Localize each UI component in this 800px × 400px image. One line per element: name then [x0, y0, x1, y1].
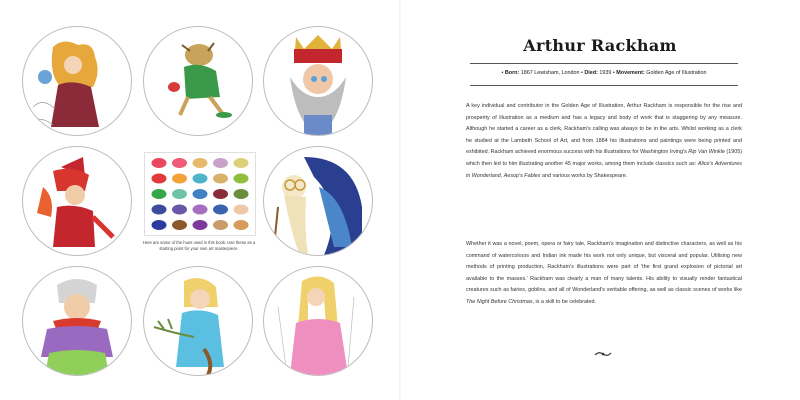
color-swatch	[152, 189, 167, 199]
color-swatch	[172, 158, 187, 168]
born-value: 1867 Lewisham, London	[520, 70, 580, 76]
paragraph-1	[466, 101, 742, 182]
color-swatch	[234, 174, 249, 184]
color-swatch	[213, 205, 228, 215]
color-swatches	[145, 153, 255, 235]
color-swatch	[193, 174, 208, 184]
color-swatch	[213, 189, 228, 199]
p1-text-b: (1905) which then led to him illustrating another 45 major works, among them include classics such as:	[466, 149, 742, 167]
p1-title-aesop: Aesop's Fables	[503, 172, 541, 179]
illustration-circle-1	[22, 26, 132, 136]
divider-bottom	[470, 85, 738, 86]
color-swatch	[152, 158, 167, 168]
illustration-circle-8	[263, 266, 373, 376]
color-swatch-card	[144, 152, 256, 236]
color-swatch	[213, 174, 228, 184]
bio-meta: • Born: 1867 Lewisham, London • Died: 1939 • Movement: Golden Age of Illustration	[501, 70, 707, 76]
p1-text-a: A key individual and contributor in the Golden Age of Illustration, Arthur Rackham is responsible for the rise and prosperity of illustration as a medium and has a legacy and body of work that is staggering by any measure. Although he started a career as a clerk, Rackham's calling was always to be in the arts. Whilst working as a clerk he studied at the Lambeth School of Art, and from 1884 his illustrations and paintings were being printed and exhibited. Rackham achieved enormous success with his illustrations for Washington Irving's	[466, 103, 742, 156]
color-swatch	[234, 158, 249, 168]
color-swatch	[213, 220, 228, 230]
color-swatch	[193, 205, 208, 215]
illustration-circle-7	[143, 266, 253, 376]
movement-label: Movement:	[616, 70, 645, 76]
p1-text-c: ,	[500, 172, 504, 179]
color-swatch	[193, 158, 208, 168]
color-swatch	[193, 189, 208, 199]
girl-branch-illustration	[144, 267, 252, 375]
illustration-circle-5	[263, 146, 373, 256]
died-value: 1939	[599, 70, 612, 76]
p2-text-a: Whether it was a novel, poem, opera or fairy tale, Rackham's imagination and distinctive characters, as well as his command of watercolours and Indian ink made his work not only unique, but visceral and popular. Utilising new methods of printing production, Rackham's illustrations were part of 'the first grand explosion of pictorial art available to the masses.' Rackham was clearly a man of many talents. His ability to visually render fantastical creatures such as fairies, goblins, and all of Wonderland's veritable offering, as well as classic scenes of works like	[466, 241, 742, 294]
page-title: Arthur Rackham	[523, 36, 677, 55]
color-swatch	[234, 189, 249, 199]
swatch-caption: Here are some of the hues used in this book. Use these as a starting point for your own art masterpiece.	[142, 240, 256, 251]
color-swatch	[172, 220, 187, 230]
color-swatch	[172, 205, 187, 215]
color-swatch	[152, 205, 167, 215]
mouse-illustration	[144, 27, 252, 135]
p1-text-d: and various works by Shakespeare.	[540, 172, 628, 179]
fairy-illustration	[23, 27, 131, 135]
illustration-circle-4	[22, 146, 132, 256]
divider-top	[470, 63, 738, 64]
king-illustration	[264, 27, 372, 135]
elf-illustration	[23, 147, 131, 255]
color-swatch	[172, 174, 187, 184]
ornament-icon	[594, 350, 612, 358]
old-man-illustration	[264, 147, 372, 255]
color-swatch	[213, 158, 228, 168]
illustration-circle-6	[22, 266, 132, 376]
illustration-circle-3	[263, 26, 373, 136]
color-swatch	[193, 220, 208, 230]
alice-illustration	[264, 267, 372, 375]
p2-title-night-before-christmas: The Night Before Christmas	[466, 298, 533, 305]
color-swatch	[234, 220, 249, 230]
color-swatch	[172, 189, 187, 199]
page-gutter	[399, 0, 401, 400]
color-swatch	[152, 220, 167, 230]
paragraph-2	[466, 239, 742, 309]
illustration-circle-2	[143, 26, 253, 136]
died-label: Died:	[584, 70, 598, 76]
p2-text-b: , is a skill to be celebrated.	[532, 298, 597, 305]
movement-value: Golden Age of Illustration	[646, 70, 707, 76]
old-woman-illustration	[23, 267, 131, 375]
color-swatch	[152, 174, 167, 184]
p1-title-alice: Alice's Adventures in Wonderland	[466, 160, 742, 179]
p1-title-rip-van-winkle: Rip Van Winkle	[688, 149, 725, 156]
born-label: Born:	[504, 70, 520, 76]
color-swatch	[234, 205, 249, 215]
